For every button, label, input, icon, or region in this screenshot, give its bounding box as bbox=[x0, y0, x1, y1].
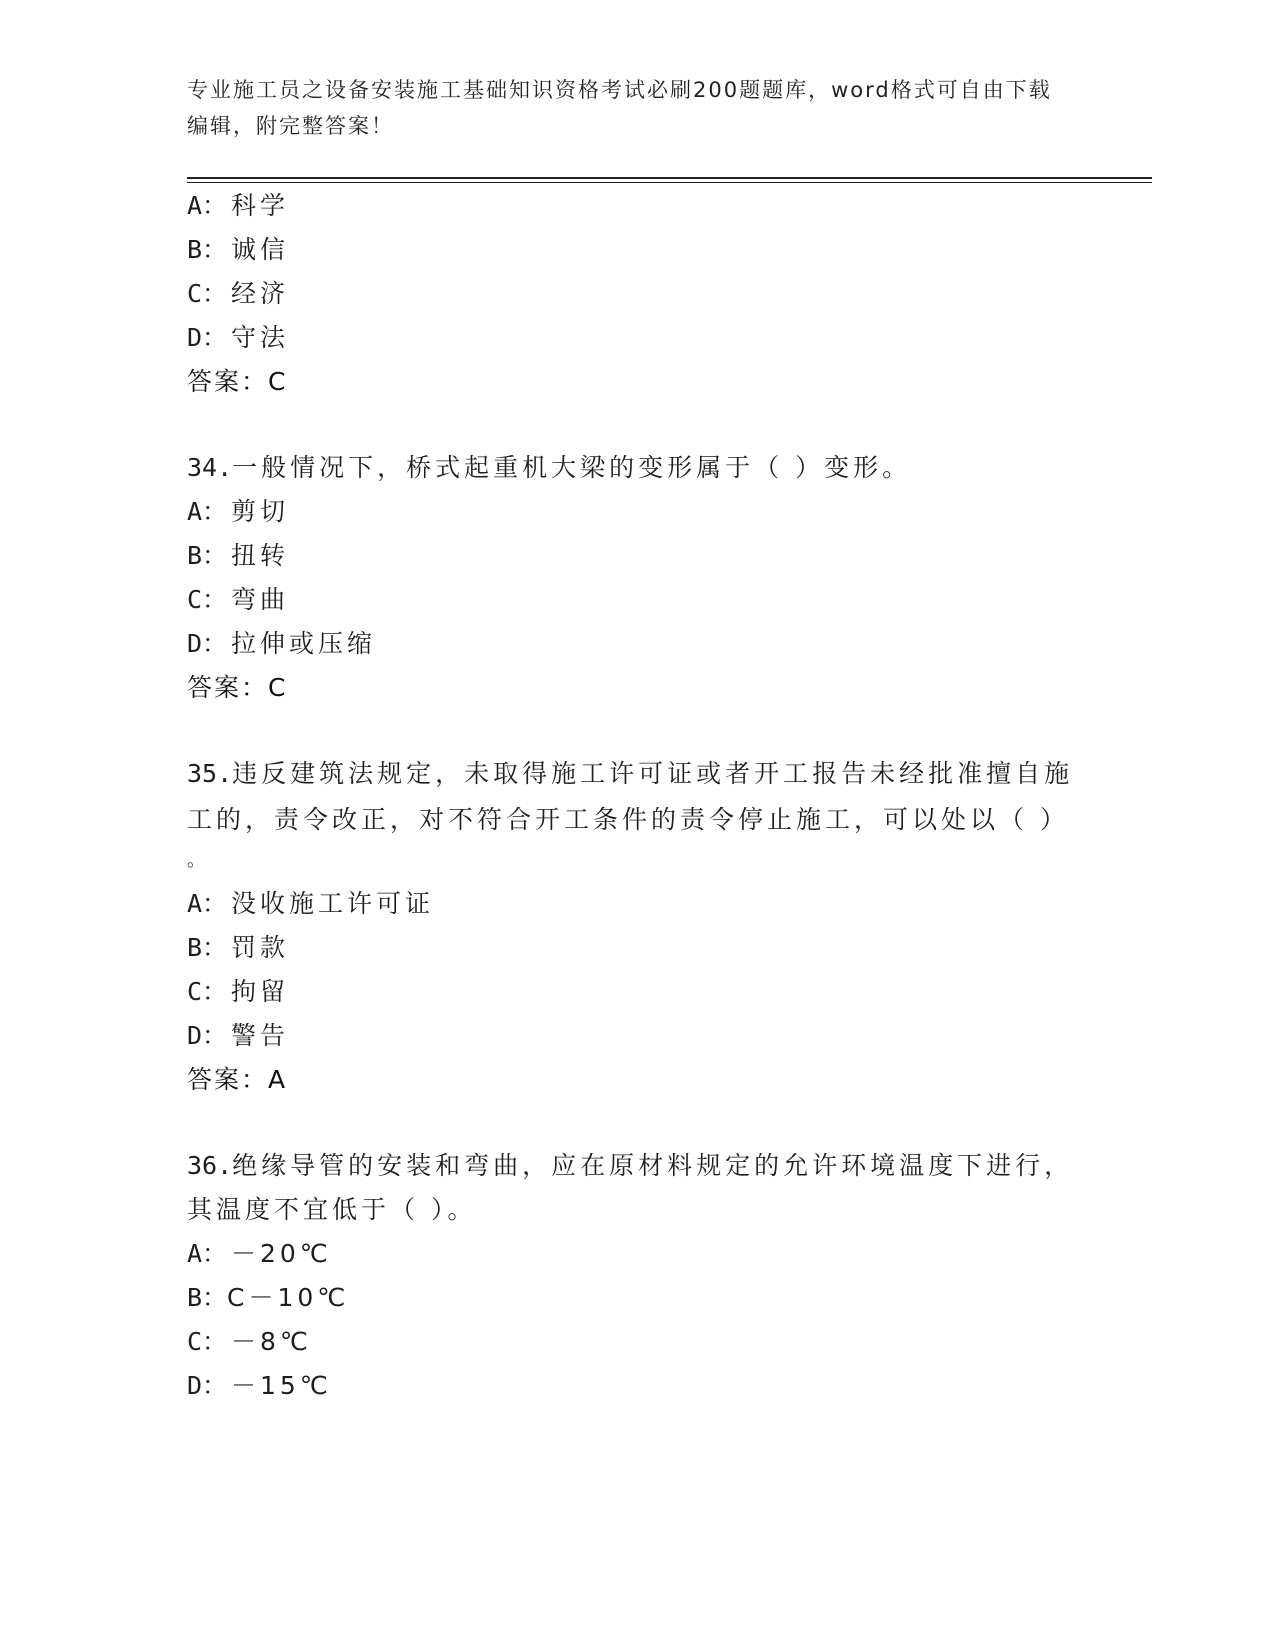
q35-question-line1 bbox=[187, 754, 1073, 790]
option-text: 没收施工许可证 bbox=[231, 889, 435, 918]
option-key: B： bbox=[187, 235, 228, 264]
q36-option-c bbox=[187, 1322, 312, 1358]
option-key: A： bbox=[187, 1239, 228, 1268]
option-key: A： bbox=[187, 191, 228, 220]
q34-option-b bbox=[187, 536, 289, 572]
question-text: 绝缘导管的安装和弯曲，应在原材料规定的允许环境温度下进行， bbox=[232, 1151, 1074, 1180]
q36-question-line1 bbox=[187, 1146, 1073, 1182]
q35-option-c bbox=[187, 972, 289, 1008]
option-key: A： bbox=[187, 497, 228, 526]
option-text: 剪切 bbox=[231, 497, 290, 526]
q35-option-d bbox=[187, 1016, 289, 1052]
option-key: D： bbox=[187, 1371, 228, 1400]
question-text: 一般情况下，桥式起重机大梁的变形属于（ ）变形。 bbox=[232, 453, 912, 482]
q36-option-a bbox=[187, 1234, 332, 1270]
option-key: C： bbox=[187, 977, 228, 1006]
q35-question-line3: 。 bbox=[187, 850, 209, 871]
option-key: D： bbox=[187, 323, 228, 352]
question-number: 36. bbox=[187, 1151, 233, 1180]
option-text: 罚款 bbox=[231, 933, 290, 962]
q36-option-b bbox=[187, 1278, 349, 1314]
q34-answer: 答案：C bbox=[187, 673, 288, 702]
question-number: 34. bbox=[187, 453, 233, 482]
q35-option-b bbox=[187, 928, 289, 964]
option-text: 扭转 bbox=[231, 541, 290, 570]
option-text: 拉伸或压缩 bbox=[231, 629, 377, 658]
option-text: 弯曲 bbox=[231, 585, 290, 614]
option-text: 警告 bbox=[231, 1021, 290, 1050]
q35-question-line2: 工的，责令改正，对不符合开工条件的责令停止施工，可以处以（ ） bbox=[187, 805, 1069, 834]
q36-option-d bbox=[187, 1366, 332, 1402]
option-text: －20℃ bbox=[231, 1239, 332, 1268]
option-key: C： bbox=[187, 279, 228, 308]
option-key: D： bbox=[187, 1021, 228, 1050]
option-key: C： bbox=[187, 1327, 228, 1356]
question-text: 违反建筑法规定，未取得施工许可证或者开工报告未经批准擅自施 bbox=[232, 759, 1074, 788]
option-text: －8℃ bbox=[231, 1327, 312, 1356]
document-header: 专业施工员之设备安装施工基础知识资格考试必刷200题题库，word格式可自由下载编辑，附完整答案！ bbox=[187, 78, 1052, 138]
option-key: D： bbox=[187, 629, 228, 658]
q33-option-c bbox=[187, 274, 289, 310]
option-text: 诚信 bbox=[231, 235, 290, 264]
q34-option-a bbox=[187, 492, 289, 528]
q35-answer: 答案：A bbox=[187, 1065, 288, 1094]
option-key: C： bbox=[187, 585, 228, 614]
q34-option-d bbox=[187, 624, 376, 660]
q33-answer: 答案：C bbox=[187, 367, 288, 396]
q33-option-b bbox=[187, 230, 289, 266]
q33-option-d bbox=[187, 318, 289, 354]
question-number: 35. bbox=[187, 759, 233, 788]
option-key: B： bbox=[187, 541, 228, 570]
option-text: －15℃ bbox=[231, 1371, 332, 1400]
option-key: A： bbox=[187, 889, 228, 918]
option-key: B： bbox=[187, 1283, 228, 1312]
q36-question-line2: 其温度不宜低于（ ）。 bbox=[187, 1195, 477, 1224]
option-text: C－10℃ bbox=[227, 1283, 350, 1312]
q34-question bbox=[187, 448, 911, 484]
option-text: 拘留 bbox=[231, 977, 290, 1006]
header-divider-thin bbox=[187, 182, 1152, 183]
option-text: 经济 bbox=[231, 279, 290, 308]
header-divider-thick bbox=[187, 177, 1152, 179]
q33-option-a bbox=[187, 186, 289, 222]
q34-option-c bbox=[187, 580, 289, 616]
q35-option-a bbox=[187, 884, 434, 920]
option-text: 守法 bbox=[231, 323, 290, 352]
option-key: B： bbox=[187, 933, 228, 962]
option-text: 科学 bbox=[231, 191, 290, 220]
